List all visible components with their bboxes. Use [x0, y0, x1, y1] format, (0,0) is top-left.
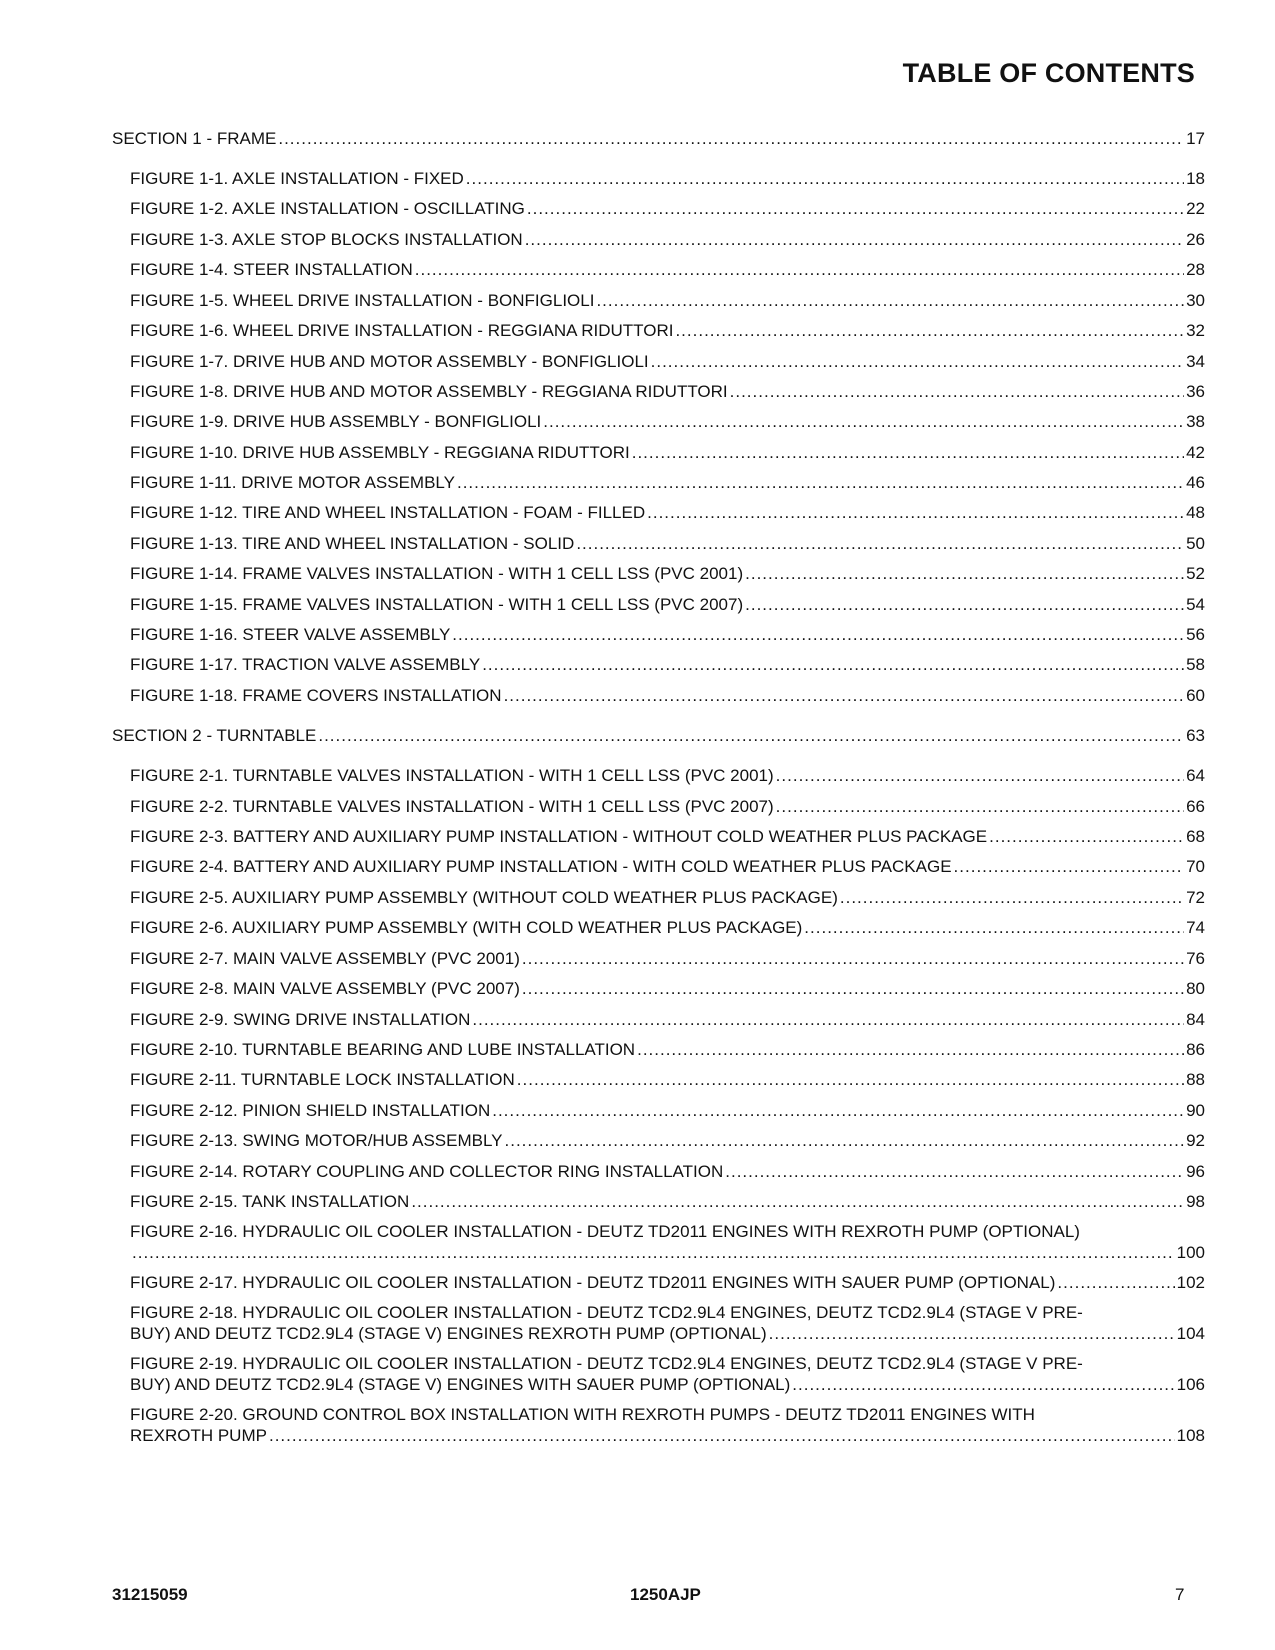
toc-entry-title: FIGURE 1-3. AXLE STOP BLOCKS INSTALLATION — [130, 230, 523, 249]
dot-leader — [505, 1130, 1185, 1151]
toc-figure-entry[interactable] — [130, 290, 1205, 311]
toc-figure-entry[interactable] — [130, 948, 1205, 969]
toc-figure-entry[interactable] — [130, 624, 1205, 645]
toc-entry-title: FIGURE 2-6. AUXILIARY PUMP ASSEMBLY (WITH COLD WEATHER PLUS PACKAGE) — [130, 918, 803, 937]
toc-entry-title: FIGURE 2-10. TURNTABLE BEARING AND LUBE INSTALLATION — [130, 1040, 636, 1059]
dot-leader — [745, 594, 1184, 615]
toc-figure-entry[interactable] — [130, 351, 1205, 372]
toc-figure-entry[interactable] — [130, 168, 1205, 189]
toc-figure-entry[interactable] — [130, 796, 1205, 817]
dot-leader — [522, 978, 1184, 999]
toc-entry-title: FIGURE 1-8. DRIVE HUB AND MOTOR ASSEMBLY - REGGIANA RIDUTTORI — [130, 382, 728, 401]
toc-entry-page-number: 60 — [1186, 686, 1205, 705]
toc-entry-title: FIGURE 1-9. DRIVE HUB ASSEMBLY - BONFIGLIOLI — [130, 412, 542, 431]
footer-doc-number: 31215059 — [112, 1585, 188, 1604]
dot-leader — [504, 685, 1185, 706]
toc-entry-page-number: 63 — [1186, 726, 1205, 745]
footer-model: 1250AJP — [630, 1585, 701, 1604]
toc-entry-page-number: 50 — [1186, 534, 1205, 553]
toc-entry-title: FIGURE 1-7. DRIVE HUB AND MOTOR ASSEMBLY - BONFIGLIOLI — [130, 352, 649, 371]
dot-leader — [632, 442, 1184, 463]
toc-entry-title: FIGURE 2-15. TANK INSTALLATION — [130, 1192, 410, 1211]
dot-leader — [989, 826, 1184, 847]
toc-entry-page-number: 74 — [1186, 918, 1205, 937]
dot-leader — [527, 198, 1184, 219]
toc-figure-entry[interactable] — [130, 411, 1205, 432]
toc-entry-title: FIGURE 2-13. SWING MOTOR/HUB ASSEMBLY — [130, 1131, 503, 1150]
toc-entry-page-number: 90 — [1186, 1101, 1205, 1120]
dot-leader — [457, 472, 1184, 493]
toc-entry-title: FIGURE 2-9. SWING DRIVE INSTALLATION — [130, 1010, 471, 1029]
toc-entry-page-number: 96 — [1186, 1162, 1205, 1181]
toc-figure-entry[interactable] — [130, 198, 1205, 219]
toc-entry-title: FIGURE 2-7. MAIN VALVE ASSEMBLY (PVC 2001) — [130, 949, 520, 968]
toc-figure-entry[interactable] — [130, 1191, 1205, 1212]
toc-entry-title: FIGURE 1-2. AXLE INSTALLATION - OSCILLATING — [130, 199, 525, 218]
toc-entry-page-number: 104 — [1176, 1324, 1205, 1343]
toc-entry-page-number: 68 — [1186, 827, 1205, 846]
toc-figure-entry[interactable] — [130, 978, 1205, 999]
dot-leader — [411, 1191, 1184, 1212]
toc-entry-page-number: 17 — [1186, 129, 1205, 148]
dot-leader — [522, 948, 1184, 969]
dot-leader — [730, 381, 1184, 402]
toc-entry-page-number: 88 — [1186, 1070, 1205, 1089]
dot-leader — [647, 502, 1184, 523]
dot-leader — [482, 654, 1184, 675]
toc-entry-page-number: 84 — [1186, 1010, 1205, 1029]
toc-entry-page-number: 46 — [1186, 473, 1205, 492]
toc-entry-page-number: 102 — [1176, 1273, 1205, 1292]
toc-entry-title: BUY) AND DEUTZ TCD2.9L4 (STAGE V) ENGINES WITH SAUER PUMP (OPTIONAL) — [130, 1375, 791, 1394]
toc-figure-entry[interactable] — [130, 1100, 1205, 1121]
dot-leader — [517, 1069, 1184, 1090]
toc-entry-title: FIGURE 2-1. TURNTABLE VALVES INSTALLATION - WITH 1 CELL LSS (PVC 2001) — [130, 766, 774, 785]
toc-figure-entry[interactable] — [130, 1039, 1205, 1060]
toc-entry-page-number: 34 — [1186, 352, 1205, 371]
dot-leader — [651, 351, 1184, 372]
dot-leader — [466, 168, 1184, 189]
toc-entry-title-line: FIGURE 2-16. HYDRAULIC OIL COOLER INSTALLATION - DEUTZ TD2011 ENGINES WITH REXROTH PUMP (OPTIONAL) — [130, 1222, 1080, 1241]
dot-leader — [776, 765, 1184, 786]
toc-entry-title: FIGURE 1-16. STEER VALVE ASSEMBLY — [130, 625, 451, 644]
toc-entry-page-number: 100 — [1176, 1243, 1205, 1262]
footer-page-number: 7 — [1175, 1585, 1185, 1604]
toc-entry-title: FIGURE 2-3. BATTERY AND AUXILIARY PUMP INSTALLATION - WITHOUT COLD WEATHER PLUS PACKAGE — [130, 827, 988, 846]
toc-entry-title: FIGURE 1-4. STEER INSTALLATION — [130, 260, 413, 279]
toc-entry-title: FIGURE 1-5. WHEEL DRIVE INSTALLATION - BONFIGLIOLI — [130, 291, 595, 310]
toc-entry-page-number: 48 — [1186, 503, 1205, 522]
dot-leader — [492, 1100, 1184, 1121]
toc-entry-page-number: 86 — [1186, 1040, 1205, 1059]
toc-figure-entry[interactable] — [130, 917, 1205, 938]
dot-leader — [637, 1039, 1184, 1060]
toc-figure-entry[interactable] — [130, 826, 1205, 847]
toc-entry-title: FIGURE 2-11. TURNTABLE LOCK INSTALLATION — [130, 1070, 515, 1089]
toc-figure-entry[interactable] — [130, 1069, 1205, 1090]
toc-entry-page-number: 108 — [1176, 1426, 1205, 1445]
dot-leader — [1057, 1272, 1174, 1293]
toc-entry-title: FIGURE 1-12. TIRE AND WHEEL INSTALLATION - FOAM - FILLED — [130, 503, 646, 522]
toc-figure-entry[interactable] — [130, 1161, 1205, 1182]
dot-leader — [318, 725, 1184, 746]
toc-figure-entry[interactable] — [130, 1009, 1205, 1030]
toc-figure-entry[interactable] — [130, 1302, 1205, 1344]
dot-leader — [725, 1161, 1184, 1182]
toc-entry-page-number: 72 — [1186, 888, 1205, 907]
toc-entry-title: FIGURE 1-6. WHEEL DRIVE INSTALLATION - REGGIANA RIDUTTORI — [130, 321, 674, 340]
dot-leader — [472, 1009, 1184, 1030]
toc-entry-page-number: 22 — [1186, 199, 1205, 218]
toc-figure-entry[interactable] — [130, 320, 1205, 341]
toc-figure-entry[interactable] — [130, 765, 1205, 786]
toc-entry-title: FIGURE 1-15. FRAME VALVES INSTALLATION - WITH 1 CELL LSS (PVC 2007) — [130, 595, 744, 614]
dot-leader — [840, 887, 1184, 908]
toc-entry-title-line: FIGURE 2-19. HYDRAULIC OIL COOLER INSTALLATION - DEUTZ TCD2.9L4 ENGINES, DEUTZ TCD2.9L4 (STAGE V PRE- — [130, 1354, 1083, 1373]
toc-entry-page-number: 98 — [1186, 1192, 1205, 1211]
toc-entry-page-number: 80 — [1186, 979, 1205, 998]
toc-entry-title: REXROTH PUMP — [130, 1426, 267, 1445]
dot-leader — [954, 856, 1185, 877]
toc-entry-page-number: 70 — [1186, 857, 1205, 876]
toc-entry-page-number: 30 — [1186, 291, 1205, 310]
toc-entry-page-number: 42 — [1186, 443, 1205, 462]
toc-entry-page-number: 32 — [1186, 321, 1205, 340]
toc-entry-title: FIGURE 1-14. FRAME VALVES INSTALLATION - WITH 1 CELL LSS (PVC 2001) — [130, 564, 744, 583]
dot-leader — [804, 917, 1184, 938]
toc-entry-page-number: 54 — [1186, 595, 1205, 614]
toc-entry-page-number: 76 — [1186, 949, 1205, 968]
toc-entry-title: FIGURE 2-2. TURNTABLE VALVES INSTALLATION - WITH 1 CELL LSS (PVC 2007) — [130, 797, 774, 816]
toc-entry-title: FIGURE 1-13. TIRE AND WHEEL INSTALLATION - SOLID — [130, 534, 575, 553]
toc-entry-page-number: 66 — [1186, 797, 1205, 816]
toc-entry-page-number: 64 — [1186, 766, 1205, 785]
dot-leader — [525, 229, 1184, 250]
toc-figure-entry[interactable] — [130, 1221, 1205, 1263]
toc-figure-entry[interactable] — [130, 563, 1205, 584]
toc-entry-page-number: 58 — [1186, 655, 1205, 674]
toc-figure-entry[interactable] — [130, 685, 1205, 706]
dot-leader — [415, 259, 1184, 280]
toc-figure-entry[interactable] — [130, 887, 1205, 908]
toc-entry-title: SECTION 1 - FRAME — [112, 129, 277, 148]
toc-entry-title: FIGURE 1-18. FRAME COVERS INSTALLATION — [130, 686, 502, 705]
dot-leader — [452, 624, 1184, 645]
toc-figure-entry[interactable] — [130, 1130, 1205, 1151]
dot-leader — [132, 1242, 1175, 1263]
toc-entry-title-line: FIGURE 2-20. GROUND CONTROL BOX INSTALLATION WITH REXROTH PUMPS - DEUTZ TD2011 ENGINES WITH — [130, 1405, 1035, 1424]
toc-entry-page-number: 18 — [1186, 169, 1205, 188]
toc-entry-page-number: 36 — [1186, 382, 1205, 401]
toc-figure-entry[interactable] — [130, 259, 1205, 280]
page-title: TABLE OF CONTENTS — [902, 58, 1195, 88]
toc-entry-title-line: FIGURE 2-18. HYDRAULIC OIL COOLER INSTALLATION - DEUTZ TCD2.9L4 ENGINES, DEUTZ TCD2.9L4 (STAGE V PRE- — [130, 1303, 1083, 1322]
toc-entry-title: FIGURE 1-10. DRIVE HUB ASSEMBLY - REGGIANA RIDUTTORI — [130, 443, 630, 462]
toc-figure-entry[interactable] — [130, 1272, 1205, 1293]
toc-figure-entry[interactable] — [130, 442, 1205, 463]
toc-section-entry[interactable] — [112, 128, 1205, 149]
toc-entry-page-number: 26 — [1186, 230, 1205, 249]
toc-entry-title: FIGURE 2-17. HYDRAULIC OIL COOLER INSTALLATION - DEUTZ TD2011 ENGINES WITH SAUER PUMP (OPTIONAL) — [130, 1273, 1056, 1292]
dot-leader — [792, 1374, 1174, 1395]
toc-figure-entry[interactable] — [130, 594, 1205, 615]
toc-figure-entry[interactable] — [130, 533, 1205, 554]
toc-entry-title: SECTION 2 - TURNTABLE — [112, 726, 317, 745]
dot-leader — [543, 411, 1184, 432]
toc-figure-entry[interactable] — [130, 654, 1205, 675]
toc-entry-title: FIGURE 2-14. ROTARY COUPLING AND COLLECTOR RING INSTALLATION — [130, 1162, 724, 1181]
toc-entry-title: FIGURE 1-11. DRIVE MOTOR ASSEMBLY — [130, 473, 455, 492]
toc-entry-page-number: 92 — [1186, 1131, 1205, 1150]
toc-figure-entry[interactable] — [130, 1353, 1205, 1395]
toc-entry-page-number: 52 — [1186, 564, 1205, 583]
toc-entry-title: FIGURE 2-12. PINION SHIELD INSTALLATION — [130, 1101, 491, 1120]
toc-entry-title: FIGURE 1-1. AXLE INSTALLATION - FIXED — [130, 169, 464, 188]
toc-entry-title: FIGURE 2-8. MAIN VALVE ASSEMBLY (PVC 2007) — [130, 979, 520, 998]
toc-entry-page-number: 28 — [1186, 260, 1205, 279]
toc-entry-title: FIGURE 2-5. AUXILIARY PUMP ASSEMBLY (WITHOUT COLD WEATHER PLUS PACKAGE) — [130, 888, 838, 907]
toc-figure-entry[interactable] — [130, 856, 1205, 877]
dot-leader — [769, 1323, 1175, 1344]
toc-entry-page-number: 38 — [1186, 412, 1205, 431]
dot-leader — [675, 320, 1184, 341]
toc-figure-entry[interactable] — [130, 381, 1205, 402]
dot-leader — [269, 1425, 1175, 1446]
toc-section-entry[interactable] — [112, 725, 1205, 746]
toc-entry-title: BUY) AND DEUTZ TCD2.9L4 (STAGE V) ENGINES REXROTH PUMP (OPTIONAL) — [130, 1324, 767, 1343]
dot-leader — [576, 533, 1184, 554]
toc-entry-title: FIGURE 1-17. TRACTION VALVE ASSEMBLY — [130, 655, 481, 674]
dot-leader — [776, 796, 1184, 817]
dot-leader — [745, 563, 1184, 584]
toc-entry-title: FIGURE 2-4. BATTERY AND AUXILIARY PUMP INSTALLATION - WITH COLD WEATHER PLUS PACKAGE — [130, 857, 952, 876]
dot-leader — [596, 290, 1184, 311]
dot-leader — [278, 128, 1184, 149]
toc-figure-entry[interactable] — [130, 229, 1205, 250]
toc-figure-entry[interactable] — [130, 1404, 1205, 1446]
toc-figure-entry[interactable] — [130, 472, 1205, 493]
toc-figure-entry[interactable] — [130, 502, 1205, 523]
toc-entry-page-number: 56 — [1186, 625, 1205, 644]
toc-entry-page-number: 106 — [1176, 1375, 1205, 1394]
